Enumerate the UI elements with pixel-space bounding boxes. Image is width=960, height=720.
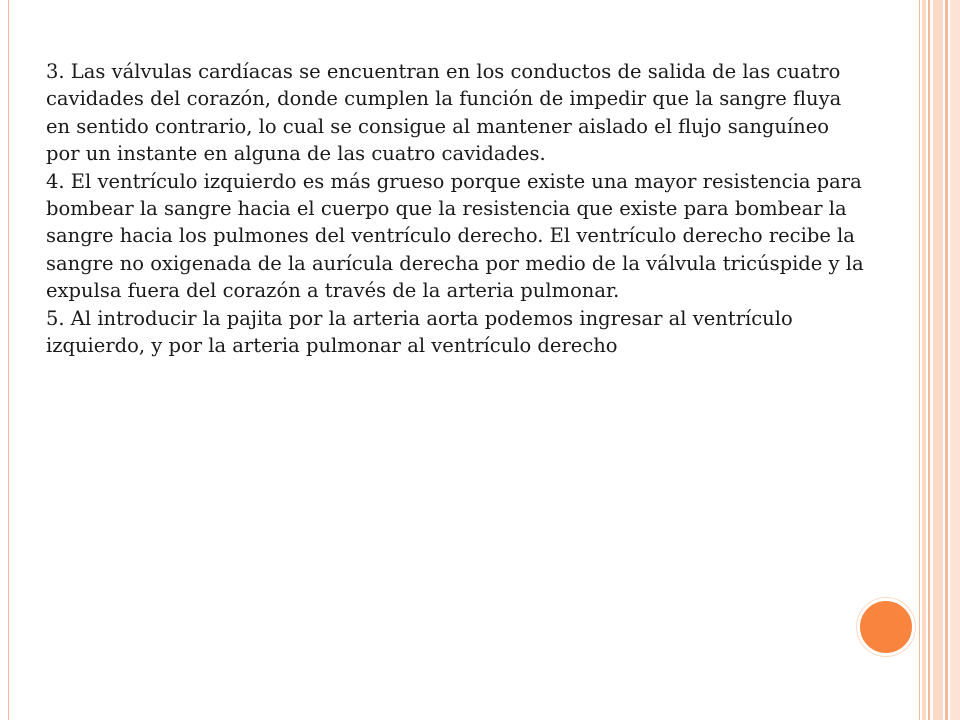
- paragraph-item-4: 4. El ventrículo izquierdo es más grueso porque existe una mayor resistencia para bombear la sangre hacia el cuerpo que la resistencia que existe para bombear la sangre hacia los pulmones del ventrículo derecho. El ventrículo derecho recibe la sangre no oxigenada de la aurícula derecha por medio de la válvula tricúspide y la expulsa fuera del corazón a través de la arteria pulmonar.: [46, 169, 864, 303]
- decorative-stripe: [950, 0, 960, 720]
- decorative-stripe: [945, 0, 948, 720]
- slide-body-text: [46, 58, 866, 359]
- decorative-stripe: [922, 0, 926, 720]
- decorative-circle: [857, 598, 915, 656]
- decorative-stripe: [928, 0, 930, 720]
- paragraph-item-3: 3. Las válvulas cardíacas se encuentran en los conductos de salida de las cuatro cavidades del corazón, donde cumplen la función de impedir que la sangre fluya en sentido contrario, lo cual se consigue al mantener aislado el flujo sanguíneo por un instante en alguna de las cuatro cavidades.: [46, 60, 842, 166]
- paragraph-item-5: 5. Al introducir la pajita por la arteria aorta podemos ingresar al ventrículo izquierdo, y por la arteria pulmonar al ventrículo derecho: [46, 306, 793, 358]
- decorative-stripe: [933, 0, 943, 720]
